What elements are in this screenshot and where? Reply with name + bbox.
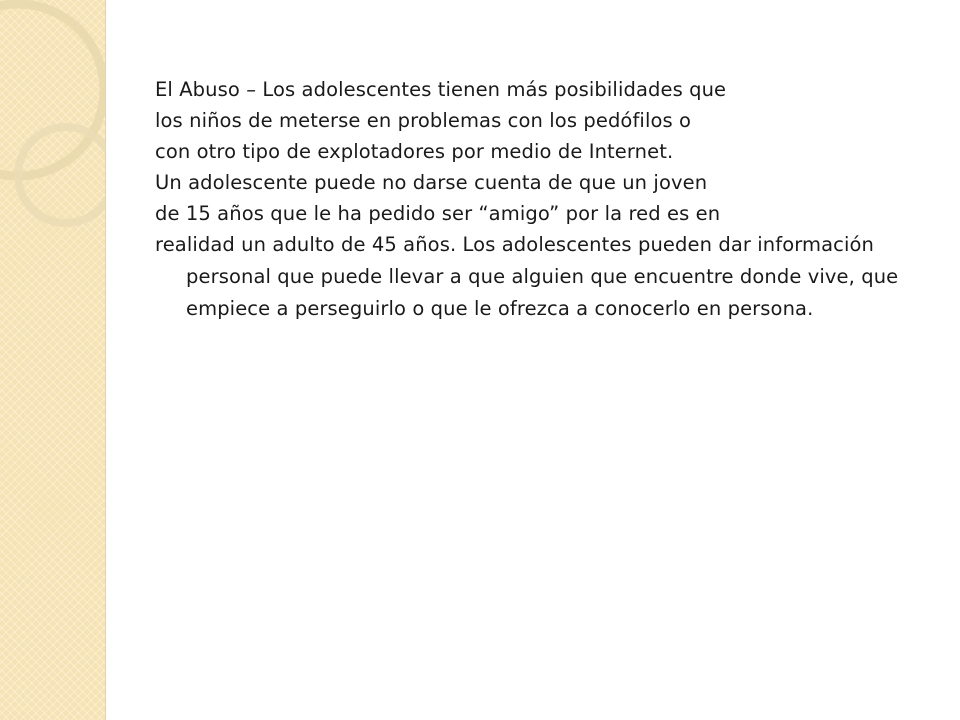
- text-paragraph-last: realidad un adulto de 45 años. Los adolescentes pueden dar información personal que puede llevar a que alguien que encuentre donde vive, que empiece a perseguirlo o que le ofrezca a conocerlo en persona.: [155, 233, 899, 320]
- text-line-4: Un adolescente puede no darse cuenta de que un joven: [155, 171, 708, 194]
- text-line-5: de 15 años que le ha pedido ser “amigo” por la red es en: [155, 202, 721, 225]
- decorative-rings: [0, 0, 106, 720]
- slide-body-text: [155, 74, 925, 325]
- text-line-2: los niños de meterse en problemas con los pedófilos o: [155, 109, 692, 132]
- ring-large: [0, 4, 104, 176]
- text-line-1: El Abuso – Los adolescentes tienen más posibilidades que: [155, 78, 727, 101]
- text-line-3: con otro tipo de explotadores por medio de Internet.: [155, 140, 674, 163]
- side-band-divider: [105, 0, 106, 720]
